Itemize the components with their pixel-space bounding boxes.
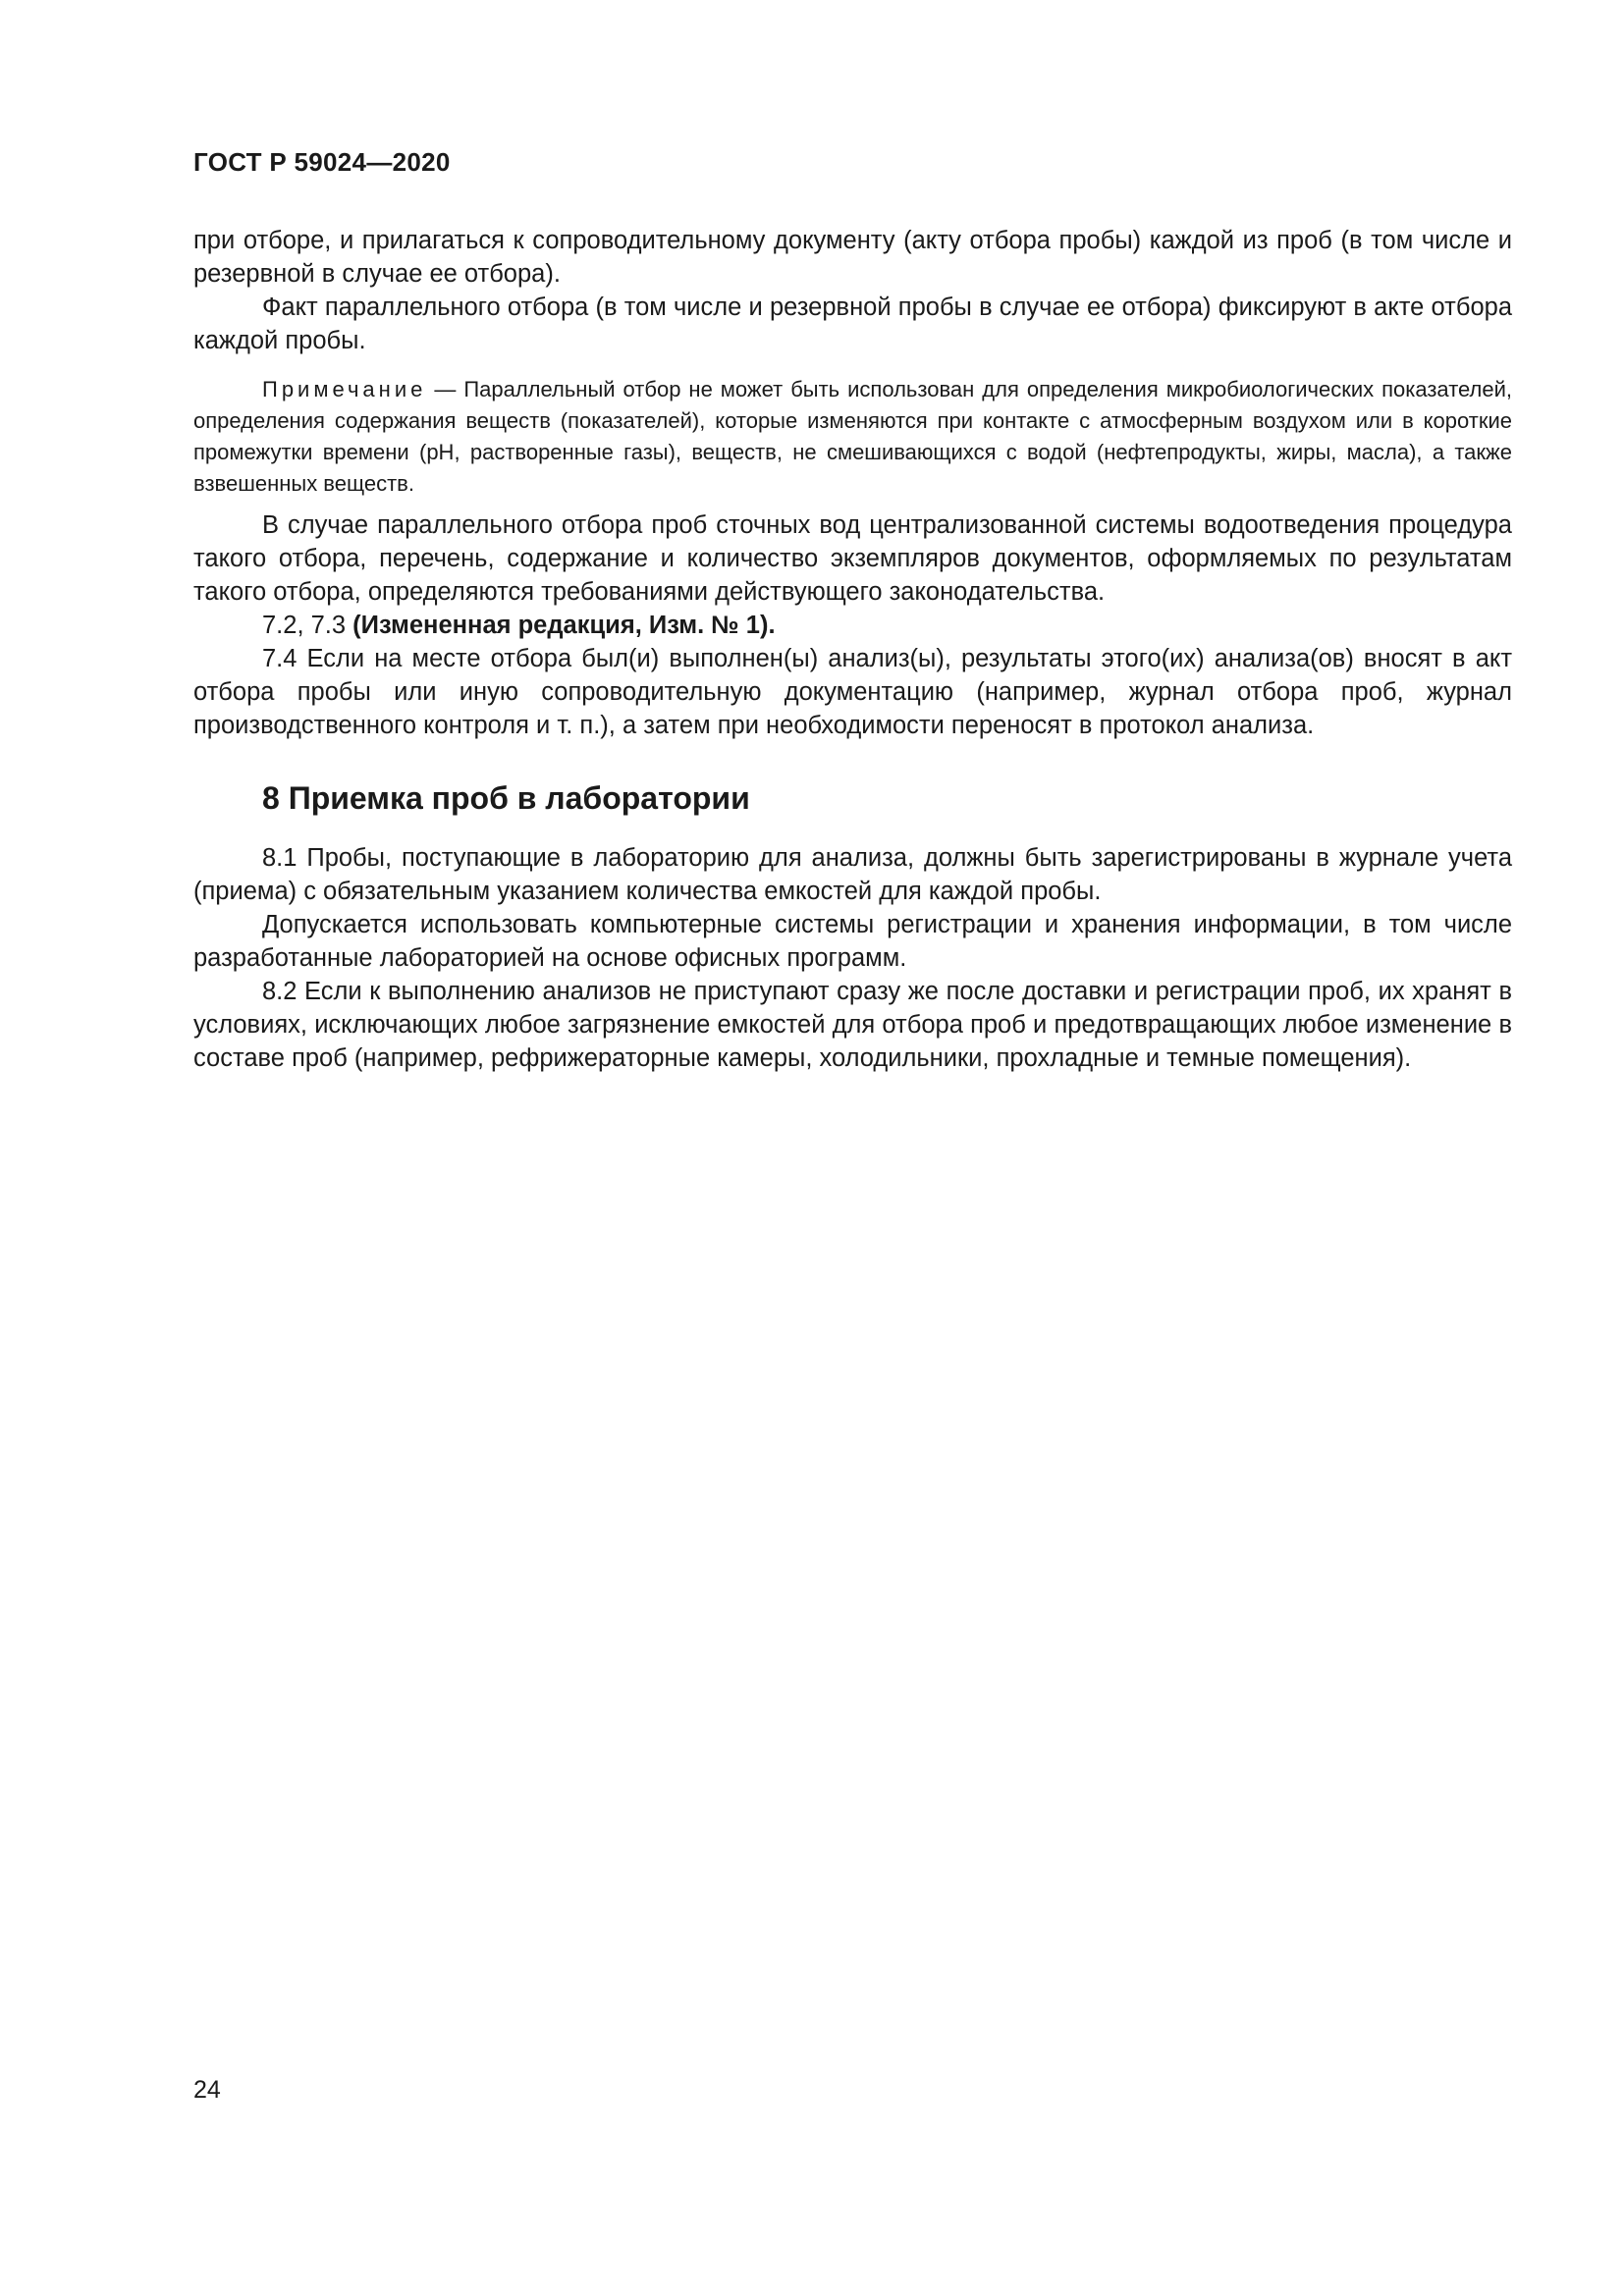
paragraph-text: В случае параллельного отбора проб сточных вод централизованной системы водоотведения процедура такого отбора, перечень, содержание и количество экземпляров документов, оформляемых по результатам такого отбора, определяются требованиями действующего законодательства. (193, 511, 1512, 606)
paragraph-computer-systems (193, 908, 1512, 975)
paragraph-continuation (193, 224, 1512, 291)
paragraph-amendment (193, 609, 1512, 642)
paragraph-8-1 (193, 841, 1512, 908)
standard-code-header: ГОСТ Р 59024—2020 (193, 147, 451, 177)
paragraph-7-4 (193, 642, 1512, 742)
paragraph-text: 8.2 Если к выполнению анализов не приступают сразу же после доставки и регистрации проб, их хранят в условиях, исключающих любое загрязнение емкостей для отбора проб и предотвращающих любое изменение в составе проб (например, рефрижераторные камеры, холодильники, прохладные и темные помещения). (193, 978, 1512, 1072)
amendment-note: (Измененная редакция, Изм. № 1). (352, 612, 776, 639)
paragraph-text: Допускается использовать компьютерные системы регистрации и хранения информации, в том числе разработанные лабораторией на основе офисных программ. (193, 911, 1512, 972)
paragraph-text (193, 609, 1512, 642)
note-paragraph (193, 374, 1512, 500)
paragraph-8-2 (193, 975, 1512, 1075)
clause-number: 7.2, 7.3 (262, 612, 353, 639)
paragraph-text: при отборе, и прилагаться к сопроводительному документу (акту отбора пробы) каждой из проб (в том числе и резервной в случае ее отбора). (193, 227, 1512, 288)
paragraph-wastewater (193, 508, 1512, 609)
section-8-heading: 8 Приемка проб в лаборатории (262, 780, 750, 816)
paragraph-text: 8.1 Пробы, поступающие в лабораторию для анализа, должны быть зарегистрированы в журнале учета (приема) с обязательным указанием количества емкостей для каждой пробы. (193, 844, 1512, 905)
paragraph-text: 7.4 Если на месте отбора был(и) выполнен(ы) анализ(ы), результаты этого(их) анализа(ов) вносят в акт отбора пробы или иную сопроводительную документацию (например, журнал отбора проб, журнал производственного контроля и т. п.), а затем при необходимости переносят в протокол анализа. (193, 645, 1512, 739)
page-number: 24 (193, 2076, 221, 2104)
note-text: — Параллельный отбор не может быть использован для определения микробиологических показателей, определения содержания веществ (показателей), которые изменяются при контакте с атмосферным воздухом или в короткие промежутки времени (pH, растворенные газы), веществ, не смешивающихся с водой (нефтепродукты, жиры, масла), а также взвешенных веществ. (193, 377, 1512, 496)
paragraph-text: Факт параллельного отбора (в том числе и резервной пробы в случае ее отбора) фиксируют в акте отбора каждой пробы. (193, 294, 1512, 354)
paragraph-parallel-sampling (193, 291, 1512, 357)
note-label: Примечание (262, 377, 427, 401)
note-block (193, 374, 1512, 500)
